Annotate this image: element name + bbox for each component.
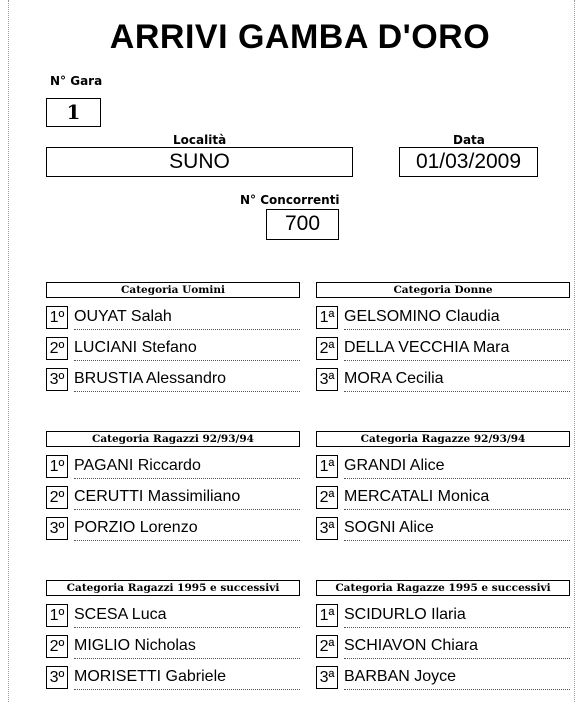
athlete-name-field[interactable]: LUCIANI Stefano [74,336,300,361]
athlete-name-field[interactable]: BRUSTIA Alessandro [74,367,300,392]
position-box: 3ª [316,666,338,689]
page-margin-left [8,0,9,702]
page-title: ARRIVI GAMBA D'ORO [109,18,491,56]
position-box: 1ª [316,306,338,329]
athlete-name-field[interactable]: CERUTTI Massimiliano [74,485,300,510]
athlete-name-field[interactable]: MERCATALI Monica [344,485,570,510]
athlete-name-field[interactable]: SOGNI Alice [344,516,570,541]
position-box: 3º [46,517,68,540]
position-box: 3º [46,666,68,689]
data-label: Data [453,133,485,147]
page-margin-right [574,0,575,702]
athlete-name-field[interactable]: GRANDI Alice [344,454,570,479]
localita-field[interactable]: SUNO [46,147,353,177]
position-box: 2º [46,486,68,509]
position-box: 3ª [316,517,338,540]
position-box: 1ª [316,604,338,627]
position-box: 2º [46,337,68,360]
athlete-name-field[interactable]: MORA Cecilia [344,367,570,392]
athlete-name-field[interactable]: MORISETTI Gabriele [74,665,300,690]
athlete-name-field[interactable]: DELLA VECCHIA Mara [344,336,570,361]
athlete-name-field[interactable]: SCESA Luca [74,603,300,628]
athlete-name-field[interactable]: MIGLIO Nicholas [74,634,300,659]
position-box: 2ª [316,635,338,658]
position-box: 3ª [316,368,338,391]
category-header: Categoria Donne [316,282,570,298]
category-header: Categoria Uomini [46,282,300,298]
athlete-name-field[interactable]: SCHIAVON Chiara [344,634,570,659]
athlete-name-field[interactable]: GELSOMINO Claudia [344,305,570,330]
category-header: Categoria Ragazze 92/93/94 [316,431,570,447]
position-box: 2º [46,635,68,658]
concorrenti-field[interactable]: 700 [266,209,339,240]
position-box: 1º [46,455,68,478]
data-field[interactable]: 01/03/2009 [399,147,538,177]
category-header: Categoria Ragazzi 92/93/94 [46,431,300,447]
position-box: 2ª [316,486,338,509]
position-box: 1º [46,604,68,627]
position-box: 3º [46,368,68,391]
athlete-name-field[interactable]: SCIDURLO Ilaria [344,603,570,628]
athlete-name-field[interactable]: PORZIO Lorenzo [74,516,300,541]
position-box: 1ª [316,455,338,478]
gara-field[interactable]: 1 [46,98,101,127]
athlete-name-field[interactable]: OUYAT Salah [74,305,300,330]
category-header: Categoria Ragazzi 1995 e successivi [46,580,300,596]
position-box: 2ª [316,337,338,360]
athlete-name-field[interactable]: PAGANI Riccardo [74,454,300,479]
category-header: Categoria Ragazze 1995 e successivi [316,580,570,596]
concorrenti-label: N° Concorrenti [240,193,340,207]
localita-label: Località [173,133,227,147]
gara-label: N° Gara [50,74,103,88]
athlete-name-field[interactable]: BARBAN Joyce [344,665,570,690]
position-box: 1º [46,306,68,329]
